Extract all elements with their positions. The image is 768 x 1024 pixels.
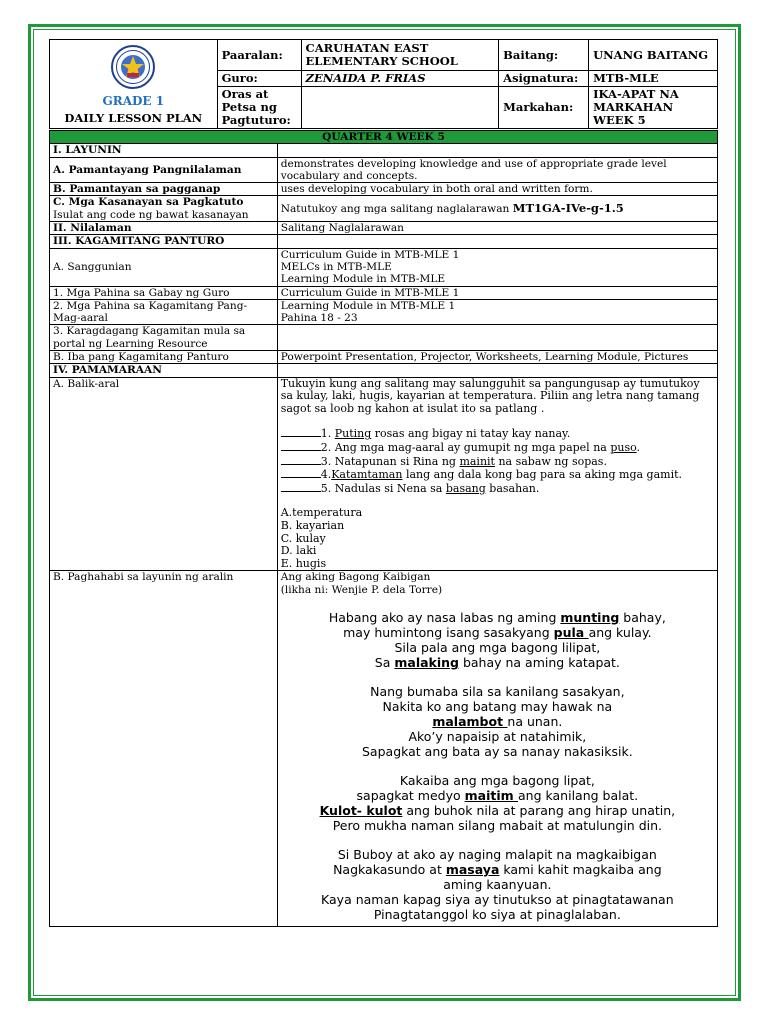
pagganap-label: B. Pamantayan sa pagganap (50, 183, 278, 196)
poem-line: Kakaiba ang mga bagong lipat, (399, 772, 595, 788)
paghahabi-content (277, 571, 717, 927)
oras-label: Oras at Petsa ng Pagtuturo: (217, 87, 301, 129)
choice: A.temperatura (280, 506, 363, 520)
paghahabi-label: B. Paghahabi sa layunin ng aralin (50, 571, 278, 927)
poem-line: Pero mukha naman silang mabait at matulungin din. (332, 817, 663, 833)
answer-blank (281, 468, 321, 478)
review-item: 3. Natapunan si Rina ng mainit na sabaw ng sopas. (281, 455, 714, 469)
sanggunian-line: Curriculum Guide in MTB-MLE 1 (280, 248, 460, 261)
answer-blank (281, 455, 321, 465)
markahan-label: Markahan: (499, 87, 589, 129)
layunin-heading: I. LAYUNIN (50, 144, 278, 157)
poem-line: malambot na unan. (432, 713, 563, 729)
deped-seal-icon (110, 44, 156, 90)
balik-label: A. Balik-aral (50, 377, 278, 571)
poem-line: sapagkat medyo maitim ang kanilang balat. (356, 787, 639, 803)
review-item: 2. Ang mga mag-aaral ay gumupit ng mga papel na puso. (281, 441, 714, 455)
asignatura-value: MTB-MLE (589, 71, 718, 87)
poem-line: Habang ako ay nasa labas ng aming munting bahay, (328, 609, 666, 625)
descriptive-word: malambot (432, 713, 508, 729)
descriptive-word: malaking (394, 654, 459, 670)
poem-line: Pinagtatanggol ko siya at pinaglalaban. (373, 906, 621, 922)
kagamitan-heading: III. KAGAMITANG PANTURO (50, 235, 278, 248)
kasanayan-value-cell (277, 196, 717, 222)
review-item: 1. Puting rosas ang bigay ni tatay kay nanay. (281, 427, 714, 441)
kasanayan-sub: Isulat ang code ng bawat kasanayan (53, 208, 249, 221)
kasanayan-value: Natutukoy ang mga salitang naglalarawan (280, 203, 513, 216)
review-item: 4.Katamtaman lang ang dala kong bag para sa aking mga gamit. (281, 468, 714, 482)
asignatura-label: Asignatura: (499, 71, 589, 87)
choice: D. laki (280, 544, 317, 558)
poem-line: Kulot- kulot ang buhok nila at parang ang hirap unatin, (319, 802, 676, 818)
answer-blank (281, 441, 321, 451)
quarter-bar: QUARTER 4 WEEK 5 (50, 131, 718, 144)
poem-line: Si Buboy at ako ay naging malapit na magkaibigan (337, 846, 657, 862)
poem-line: Sa malaking bahay na aming katapat. (374, 654, 620, 670)
kagamitang-label: 2. Mga Pahina sa Kagamitang Pang-Mag-aaral (50, 299, 278, 325)
answer-blank (281, 482, 321, 492)
baitang-value: UNANG BAITANG (589, 40, 718, 71)
sanggunian-values (277, 248, 717, 286)
poem-stanza (281, 684, 714, 759)
choice: C. kulay (280, 531, 326, 545)
guro-value: ZENAIDA P. FRIAS (301, 71, 499, 87)
kasanayan-cell (50, 196, 278, 222)
sanggunian-label: A. Sanggunian (50, 248, 278, 286)
poem-line: Nang bumaba sila sa kanilang sasakyan, (370, 683, 625, 699)
poem-line: Ako’y napaisip at natahimik, (408, 728, 587, 744)
poem-stanza (281, 773, 714, 833)
pangnilalaman-label: A. Pamantayang Pangnilalaman (50, 157, 278, 183)
poem-title: Ang aking Bagong Kaibigan (280, 571, 431, 584)
paaralan-value: CARUHATAN EAST ELEMENTARY SCHOOL (301, 40, 499, 71)
nilalaman-value: Salitang Naglalarawan (277, 222, 717, 235)
descriptive-word: pula (553, 624, 589, 640)
header-table (49, 39, 718, 129)
descriptive-word: munting (560, 609, 620, 625)
guro-label: Guro: (217, 71, 301, 87)
poem (281, 610, 714, 922)
sanggunian-line: MELCs in MTB-MLE (280, 260, 392, 273)
poem-line: may humintong isang sasakyang pula ang kulay. (343, 624, 652, 640)
kagamitang-values (277, 299, 717, 325)
markahan-value: IKA-APAT NA MARKAHAN WEEK 5 (589, 87, 718, 129)
poem-line: Sapagkat ang bata ay sa nanay nakasiksik. (362, 743, 633, 759)
poem-line: Nagkakasundo at masaya kami kahit magkaiba ang (333, 861, 662, 877)
balik-content (277, 377, 717, 571)
choice: B. kayarian (280, 518, 345, 532)
kagamitang-line: Pahina 18 - 23 (280, 312, 358, 325)
gabay-label: 1. Mga Pahina sa Gabay ng Guro (50, 286, 278, 299)
logo-grade-text: GRADE 1 (102, 93, 165, 108)
plan-title: DAILY LESSON PLAN (64, 110, 203, 125)
kasanayan-code: MT1GA-IVe-g-1.5 (512, 201, 624, 216)
oras-value (301, 87, 499, 129)
lesson-table (49, 130, 718, 927)
answer-blank (281, 427, 321, 437)
balik-instructions: Tukuyin kung ang salitang may salungguhit sa pangungusap ay tumutukoy sa kulay, laki, hugis, kayarian at temperatura. Piliin ang letra nang tamang sagot sa loob ng kahon at isulat ito sa patlang . (280, 376, 700, 415)
iba-label: B. Iba pang Kagamitang Panturo (50, 351, 278, 364)
poem-stanza (281, 610, 714, 670)
baitang-label: Baitang: (499, 40, 589, 71)
pangnilalaman-value: demonstrates developing knowledge and use of appropriate grade level vocabulary and concepts. (277, 157, 717, 183)
review-item: 5. Nadulas si Nena sa basang basahan. (281, 482, 714, 496)
logo-cell (50, 40, 218, 129)
poem-line: aming kaanyuan. (443, 876, 552, 892)
poem-line: Nakita ko ang batang may hawak na (382, 698, 613, 714)
sanggunian-line: Learning Module in MTB-MLE (280, 273, 446, 286)
descriptive-word: Kulot- kulot (319, 802, 403, 818)
pagganap-value: uses developing vocabulary in both oral and written form. (277, 183, 717, 196)
poem-author: (likha ni: Wenjie P. dela Torre) (280, 583, 443, 596)
paaralan-label: Paaralan: (217, 40, 301, 71)
poem-line: Sila pala ang mga bagong lilipat, (394, 639, 601, 655)
kasanayan-label: C. Mga Kasanayan sa Pagkatuto (53, 196, 244, 209)
poem-line: Kaya naman kapag siya ay tinutukso at pinagtatawanan (321, 891, 674, 907)
iba-value: Powerpoint Presentation, Projector, Worksheets, Learning Module, Pictures (277, 351, 717, 364)
pamamaraan-heading: IV. PAMAMARAAN (50, 364, 278, 377)
descriptive-word: maitim (464, 787, 519, 803)
poem-stanza (281, 847, 714, 922)
choice: E. hugis (280, 556, 327, 570)
gabay-value: Curriculum Guide in MTB-MLE 1 (277, 286, 717, 299)
nilalaman-label: II. Nilalaman (50, 222, 278, 235)
kagamitang-line: Learning Module in MTB-MLE 1 (280, 299, 456, 312)
karagdagan-label: 3. Karagdagang Kagamitan mula sa portal ng Learning Resource (50, 325, 278, 351)
descriptive-word: masaya (445, 861, 500, 877)
